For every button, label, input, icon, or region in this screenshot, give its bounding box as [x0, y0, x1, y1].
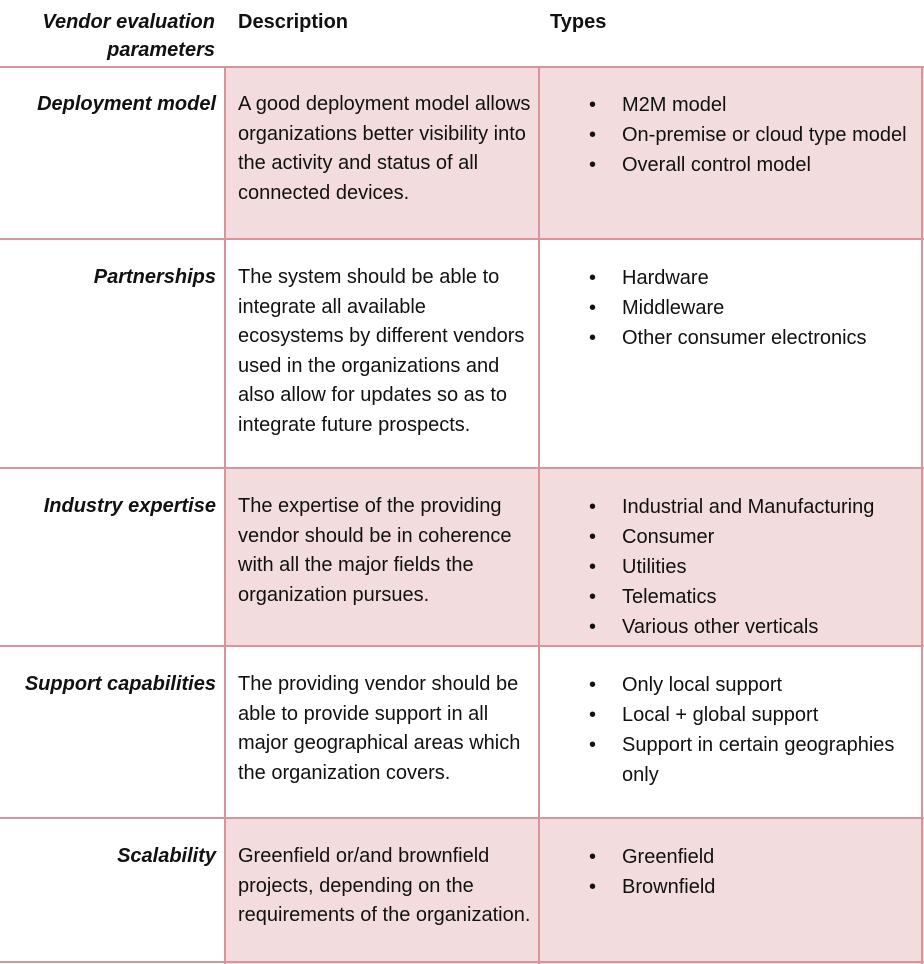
header-parameters-line1: Vendor evaluation	[42, 11, 215, 33]
types-list	[539, 647, 924, 790]
description-text: The expertise of the providing vendor should be in coherence with all the major fields the organization pursues.	[238, 495, 512, 606]
bullet-icon: •	[589, 154, 597, 176]
bullet-icon: •	[589, 616, 597, 638]
list-item: • Middleware	[539, 293, 924, 323]
list-item: • Brownfield	[539, 872, 924, 902]
bullet-icon: •	[589, 846, 597, 868]
list-item: • Overall control model	[539, 150, 924, 180]
types-list	[539, 819, 924, 902]
bullet-icon: •	[589, 124, 597, 146]
bullet-icon: •	[589, 94, 597, 116]
list-item: • Telematics	[539, 582, 924, 612]
header-description: Description	[238, 11, 349, 33]
types-list	[539, 67, 924, 180]
types-list	[539, 240, 924, 353]
column-divider	[538, 66, 540, 964]
parameter-cell	[0, 67, 225, 239]
table-row	[0, 819, 924, 964]
list-item: • On-premise or cloud type model	[539, 120, 924, 150]
bullet-icon: •	[589, 556, 597, 578]
list-item: • Various other verticals	[539, 612, 924, 642]
list-item: • Support in certain geographies only	[539, 730, 924, 790]
header-parameters-line2: parameters	[107, 39, 215, 61]
row-divider	[0, 467, 924, 469]
types-cell	[539, 469, 924, 646]
types-list	[539, 469, 924, 642]
table-row	[0, 647, 924, 818]
header-types: Types	[550, 11, 607, 33]
description-cell	[225, 240, 539, 468]
types-cell	[539, 819, 924, 964]
column-divider	[921, 66, 923, 964]
list-item: • Greenfield	[539, 842, 924, 872]
list-item: • Other consumer electronics	[539, 323, 924, 353]
bullet-icon: •	[589, 267, 597, 289]
table-row	[0, 67, 924, 239]
description-cell	[225, 819, 539, 964]
description-text: Greenfield or/and brownfield projects, depending on the requirements of the organization.	[238, 845, 531, 926]
list-item: • M2M model	[539, 90, 924, 120]
parameter-cell	[0, 647, 225, 818]
parameter-label: Support capabilities	[24, 673, 216, 695]
bullet-icon: •	[589, 526, 597, 548]
bullet-icon: •	[589, 876, 597, 898]
description-cell	[225, 647, 539, 818]
parameter-cell	[0, 469, 225, 646]
table-row	[0, 240, 924, 468]
bullet-icon: •	[589, 327, 597, 349]
parameter-cell	[0, 819, 225, 964]
types-cell	[539, 67, 924, 239]
types-cell	[539, 240, 924, 468]
types-cell	[539, 647, 924, 818]
bullet-icon: •	[589, 586, 597, 608]
parameter-label: Deployment model	[37, 93, 216, 115]
parameter-label: Industry expertise	[43, 495, 216, 517]
description-cell	[225, 67, 539, 239]
bullet-icon: •	[589, 734, 597, 756]
list-item: • Industrial and Manufacturing	[539, 492, 924, 522]
parameter-label: Partnerships	[93, 266, 216, 288]
table-row	[0, 469, 924, 646]
list-item: • Local + global support	[539, 700, 924, 730]
row-divider	[0, 66, 924, 68]
description-text: A good deployment model allows organizations better visibility into the activity and status of all connected devices.	[238, 93, 531, 204]
list-item: • Only local support	[539, 670, 924, 700]
list-item: • Consumer	[539, 522, 924, 552]
list-item: • Utilities	[539, 552, 924, 582]
description-cell	[225, 469, 539, 646]
bullet-icon: •	[589, 496, 597, 518]
list-item: • Hardware	[539, 263, 924, 293]
bullet-icon: •	[589, 674, 597, 696]
description-text: The providing vendor should be able to provide support in all major geographical areas which the organization covers.	[238, 673, 521, 784]
row-divider	[0, 961, 924, 963]
parameter-label: Scalability	[117, 845, 216, 867]
parameter-cell	[0, 240, 225, 468]
description-text: The system should be able to integrate all available ecosystems by different vendors used in the organizations and also allow for updates so as to integrate future prospects.	[238, 266, 525, 436]
bullet-icon: •	[589, 297, 597, 319]
column-divider	[224, 66, 226, 964]
row-divider	[0, 645, 924, 647]
row-divider	[0, 817, 924, 819]
row-divider	[0, 238, 924, 240]
header-parameters	[0, 0, 224, 66]
bullet-icon: •	[589, 704, 597, 726]
